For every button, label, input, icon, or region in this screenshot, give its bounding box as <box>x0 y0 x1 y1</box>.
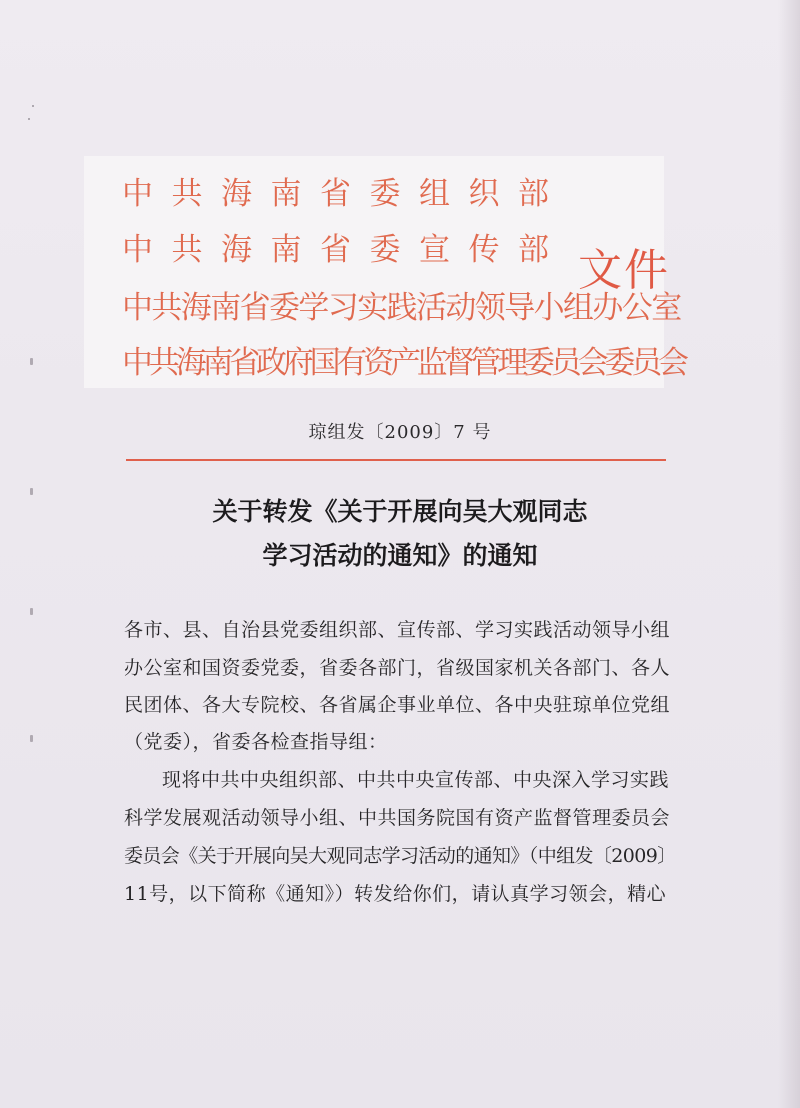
document-title-line: 学习活动的通知》的通知 <box>262 541 538 570</box>
document-label: 文件 <box>578 245 670 296</box>
red-divider-line <box>126 459 666 461</box>
body-text-line: 办公室和国资委党委，省委各部门，省级国家机关各部门、各人 <box>124 657 671 679</box>
scan-speck <box>28 118 30 120</box>
issuer-line: 中共海南省政府国有资产监督管理委员会委员会 <box>122 345 685 381</box>
body-text-line: 民团体、各大专院校、各省属企事业单位、各中央驻琼单位党组 <box>124 694 671 716</box>
body-text-line: 科学发展观活动领导小组、中共国务院国有资产监督管理委员会 <box>124 807 671 829</box>
body-text-line: 11号，以下简称《通知》）转发给你们，请认真学习领会，精心 <box>124 883 667 905</box>
body-text-line: 委员会《关于开展向吴大观同志学习活动的通知》（中组发〔2009〕 <box>124 845 676 867</box>
issuer-line: 中共海南省委学习实践活动领导小组办公室 <box>122 290 681 326</box>
scan-speck <box>32 105 34 107</box>
document-number: 琼组发〔2009〕7 号 <box>308 422 492 443</box>
issuer-line: 中共海南省委组织部 <box>122 176 568 212</box>
body-text-line: （党委），省委各检查指导组： <box>124 731 388 753</box>
document-title-line: 关于转发《关于开展向吴大观同志 <box>212 497 588 526</box>
binding-hole <box>30 735 33 742</box>
binding-hole <box>30 608 33 615</box>
binding-hole <box>30 358 33 365</box>
body-text-line: 各市、县、自治县党委组织部、宣传部、学习实践活动领导小组 <box>124 619 671 641</box>
body-text-line: 现将中共中央组织部、中共中央宣传部、中央深入学习实践 <box>162 769 670 791</box>
issuer-line: 中共海南省委宣传部 <box>122 232 568 268</box>
